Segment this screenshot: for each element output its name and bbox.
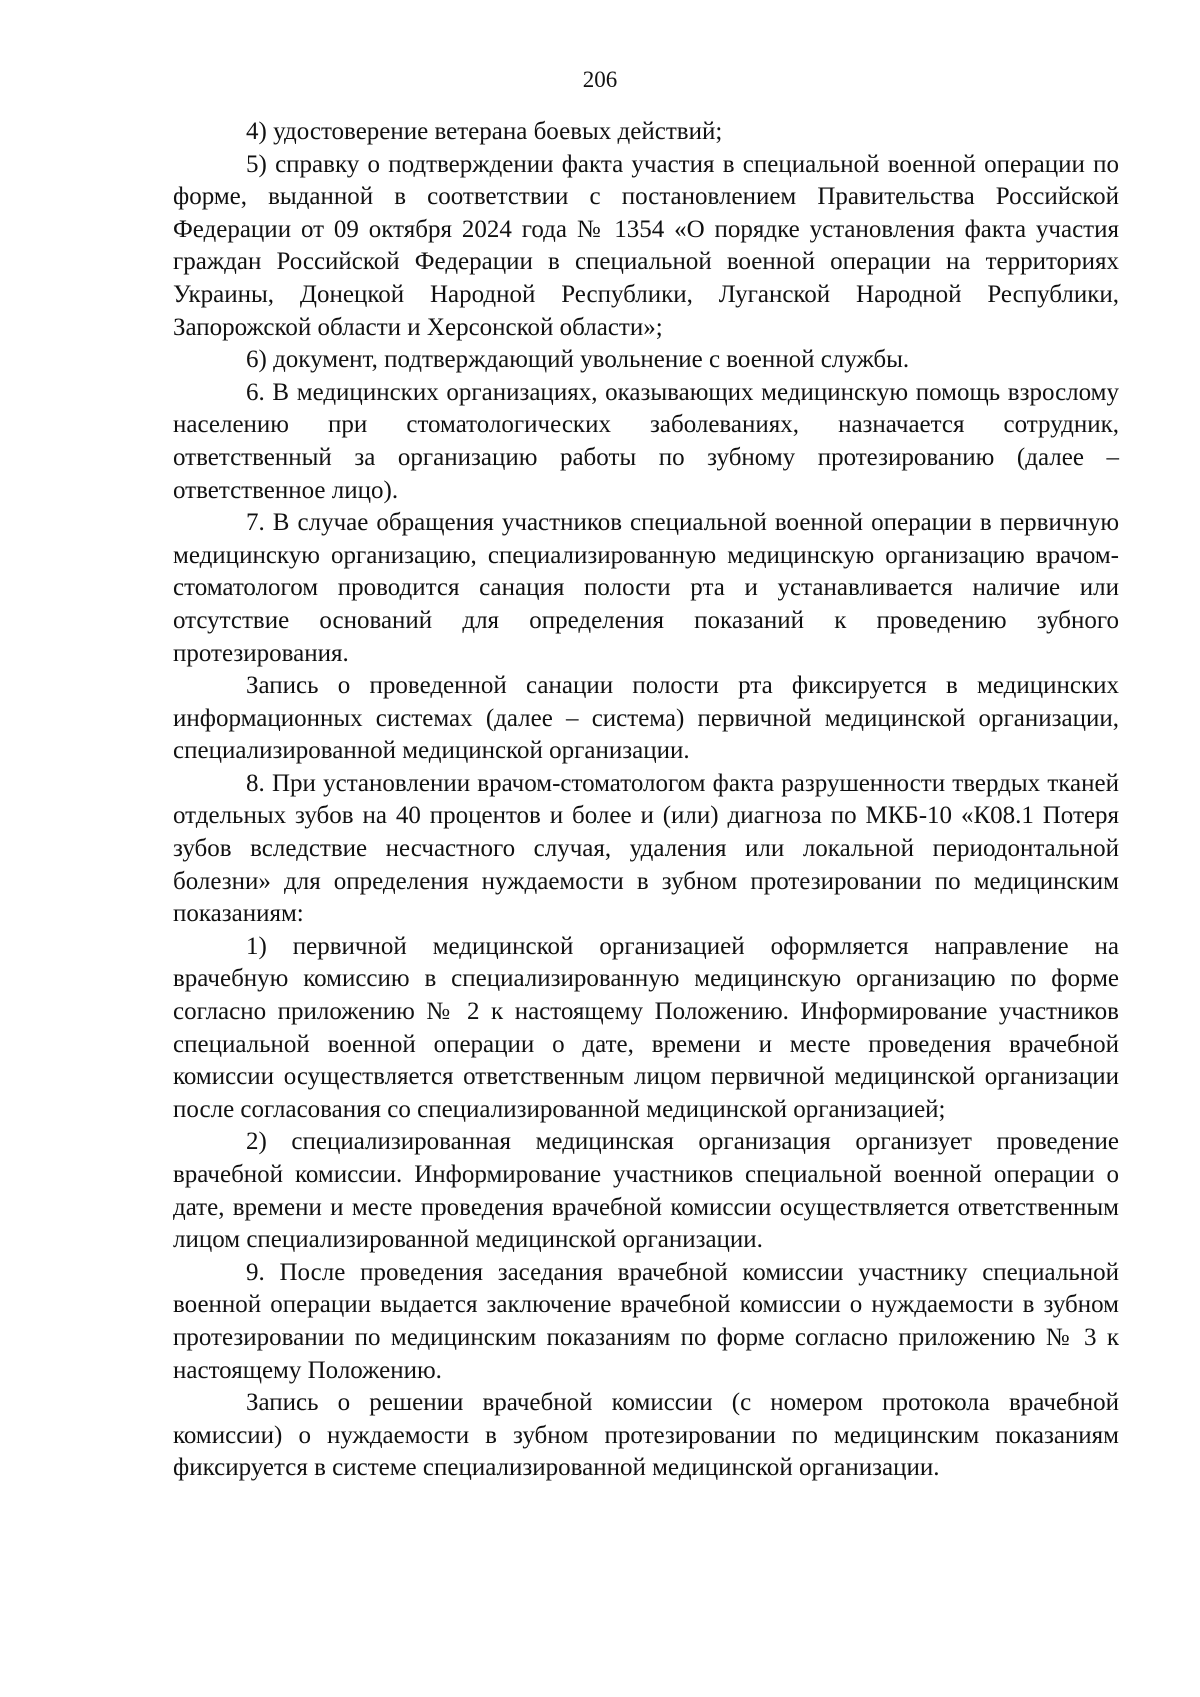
paragraph-clause-8: 8. При установлении врачом-стоматологом факта разрушенности твердых тканей отдельных зубов на 40 процентов и более и (или) диагноза по МКБ-10 «К08.1 Потеря зубов вследствие несчастного случая, удаления или локальной периодонтальной болезни» для определения нуждаемости в зубном протезировании по медицинским показаниям: [173,769,1119,928]
paragraph-item-4: 4) удостоверение ветерана боевых действий; [246,118,723,145]
paragraph-clause-7-record: Запись о проведенной санации полости рта фиксируется в медицинских информационных системах (далее – система) первичной медицинской организации, специализированной медицинской организации. [173,672,1119,765]
paragraph-item-6: 6) документ, подтверждающий увольнение с военной службы. [246,346,910,374]
paragraph-clause-9-record: Запись о решении врачебной комиссии (с номером протокола врачебной комиссии) о нуждаемости в зубном протезировании по медицинским показаниям фиксируется в системе специализированной медицинской организации. [173,1389,1119,1482]
paragraph-clause-8-item-2: 2) специализированная медицинская организация организует проведение врачебной комиссии. Информирование участников специальной военной операции о дате, времени и месте проведения врачебной комиссии осуществляется ответственным лицом специализированной медицинской организации. [173,1128,1119,1254]
paragraph-clause-7: 7. В случае обращения участников специальной военной операции в первичную медицинскую организацию, специализированную медицинскую организацию врачом-стоматологом проводится санация полости рта и устанавливается наличие или отсутствие оснований для определения показаний к проведению зубного протезирования. [173,509,1119,667]
document-body [173,116,1119,1485]
paragraph-clause-8-item-1: 1) первичной медицинской организацией оформляется направление на врачебную комиссию в специализированную медицинскую организацию по форме согласно приложению № 2 к настоящему Положению. Информирование участников специальной военной операции о дате, времени и месте проведения врачебной комиссии осуществляется ответственным лицом первичной медицинской организации после согласования со специализированной медицинской организацией; [173,932,1119,1123]
paragraph-clause-6: 6. В медицинских организациях, оказывающих медицинскую помощь взрослому населению при стоматологических заболеваниях, назначается сотрудник, ответственный за организацию работы по зубному протезированию (далее – ответственное лицо). [173,378,1119,504]
paragraph-item-5: 5) справку о подтверждении факта участия в специальной военной операции по форме, выданной в соответствии с постановлением Правительства Российской Федерации от 09 октября 2024 года № 1354 «О порядке установления факта участия граждан Российской Федерации в специальной военной операции на территориях Украины, Донецкой Народной Республики, Луганской Народной Республики, Запорожской области и Херсонской области»; [173,150,1119,341]
page-number: 206 [582,67,618,92]
paragraph-clause-9: 9. После проведения заседания врачебной комиссии участнику специальной военной операции выдается заключение врачебной комиссии о нуждаемости в зубном протезировании по медицинским показаниям по форме согласно приложению № 3 к настоящему Положению. [173,1258,1119,1384]
